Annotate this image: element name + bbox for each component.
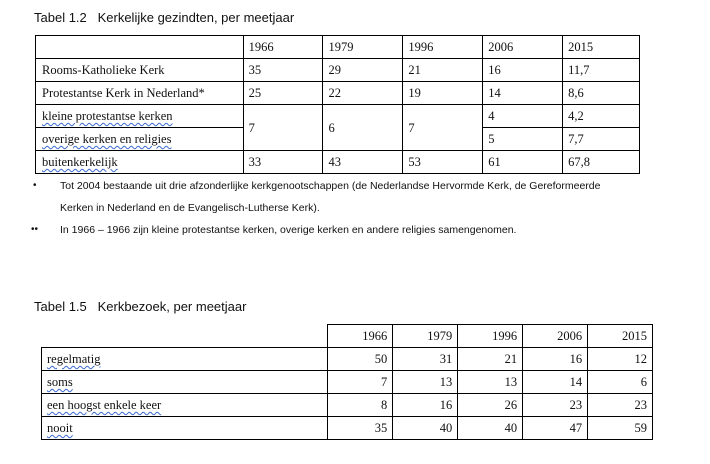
cell-value: 26 (458, 394, 523, 417)
table-row (42, 348, 653, 371)
table-row (42, 417, 653, 440)
cell-value: 40 (393, 417, 458, 440)
year-header: 1979 (323, 36, 403, 59)
cell-value: 35 (243, 59, 323, 82)
row-label (42, 371, 328, 394)
cell-value: 33 (243, 151, 323, 174)
year-header: 2006 (523, 325, 588, 348)
row-label-text: nooit (47, 421, 73, 435)
merged-cell-value: 7 (243, 105, 323, 151)
year-header: 1979 (393, 325, 458, 348)
cell-value: 6 (588, 371, 653, 394)
table-row (42, 394, 653, 417)
cell-value: 14 (483, 82, 563, 105)
cell-value: 67,8 (563, 151, 640, 174)
cell-value: 35 (328, 417, 393, 440)
footnote-line: Kerken in Nederland en de Evangelisch-Lutherse Kerk). (60, 202, 320, 214)
year-header: 1996 (403, 36, 483, 59)
row-label-text: een hoogst enkele keer (47, 398, 162, 412)
cell-value: 8,6 (563, 82, 640, 105)
table-row (36, 105, 640, 128)
merged-cell-value: 7 (403, 105, 483, 151)
table2-caption: Tabel 1.5 Kerkbezoek, per meetjaar (34, 299, 247, 314)
table-row (42, 371, 653, 394)
year-header: 2015 (588, 325, 653, 348)
row-label: Rooms-Katholieke Kerk (36, 59, 244, 82)
header-empty (36, 36, 244, 59)
row-label (36, 151, 244, 174)
row-label (42, 417, 328, 440)
table-row (36, 59, 640, 82)
row-label (36, 105, 244, 128)
cell-value: 12 (588, 348, 653, 371)
row-label-text: overige kerken en religies (42, 132, 172, 146)
cell-value: 23 (523, 394, 588, 417)
footnote-marker: •• (31, 224, 39, 235)
table-header-row (42, 325, 653, 348)
cell-value: 5 (483, 128, 563, 151)
cell-value: 16 (483, 59, 563, 82)
year-header: 2006 (483, 36, 563, 59)
cell-value: 23 (588, 394, 653, 417)
cell-value: 40 (458, 417, 523, 440)
cell-value: 50 (328, 348, 393, 371)
cell-value: 29 (323, 59, 403, 82)
cell-value: 61 (483, 151, 563, 174)
row-label-text: kleine protestantse kerken (42, 109, 173, 123)
cell-value: 7 (328, 371, 393, 394)
cell-value: 4 (483, 105, 563, 128)
year-header: 1996 (458, 325, 523, 348)
cell-value: 4,2 (563, 105, 640, 128)
cell-value: 8 (328, 394, 393, 417)
row-label-text: soms (47, 375, 73, 389)
table1-caption: Tabel 1.2 Kerkelijke gezindten, per meetjaar (34, 10, 295, 25)
row-label: Protestantse Kerk in Nederland* (36, 82, 244, 105)
merged-cell-value: 6 (323, 105, 403, 151)
church-attendance-table (41, 324, 653, 440)
row-label-text: regelmatig (47, 352, 101, 366)
cell-value: 16 (523, 348, 588, 371)
table-header-row (36, 36, 640, 59)
footnote-line: In 1966 – 1966 zijn kleine protestantse kerken, overige kerken en andere religies samengenomen. (60, 224, 517, 236)
cell-value: 21 (403, 59, 483, 82)
cell-value: 21 (458, 348, 523, 371)
footnote-line: Tot 2004 bestaande uit drie afzonderlijke kerkgenootschappen (de Nederlandse Hervormde Kerk, de Gereformeerde (60, 180, 601, 192)
footnote-marker: • (33, 180, 37, 191)
cell-value: 31 (393, 348, 458, 371)
church-denominations-table (35, 35, 640, 174)
cell-value: 25 (243, 82, 323, 105)
cell-value: 59 (588, 417, 653, 440)
row-label (42, 394, 328, 417)
year-header: 1966 (243, 36, 323, 59)
cell-value: 47 (523, 417, 588, 440)
cell-value: 22 (323, 82, 403, 105)
cell-value: 16 (393, 394, 458, 417)
row-label-text: buitenkerkelijk (42, 155, 118, 169)
cell-value: 43 (323, 151, 403, 174)
year-header: 1966 (328, 325, 393, 348)
cell-value: 19 (403, 82, 483, 105)
table-row (36, 151, 640, 174)
cell-value: 13 (393, 371, 458, 394)
cell-value: 7,7 (563, 128, 640, 151)
cell-value: 13 (458, 371, 523, 394)
year-header: 2015 (563, 36, 640, 59)
cell-value: 53 (403, 151, 483, 174)
table-row (36, 82, 640, 105)
cell-value: 14 (523, 371, 588, 394)
row-label (36, 128, 244, 151)
row-label (42, 348, 328, 371)
cell-value: 11,7 (563, 59, 640, 82)
header-empty (42, 325, 328, 348)
